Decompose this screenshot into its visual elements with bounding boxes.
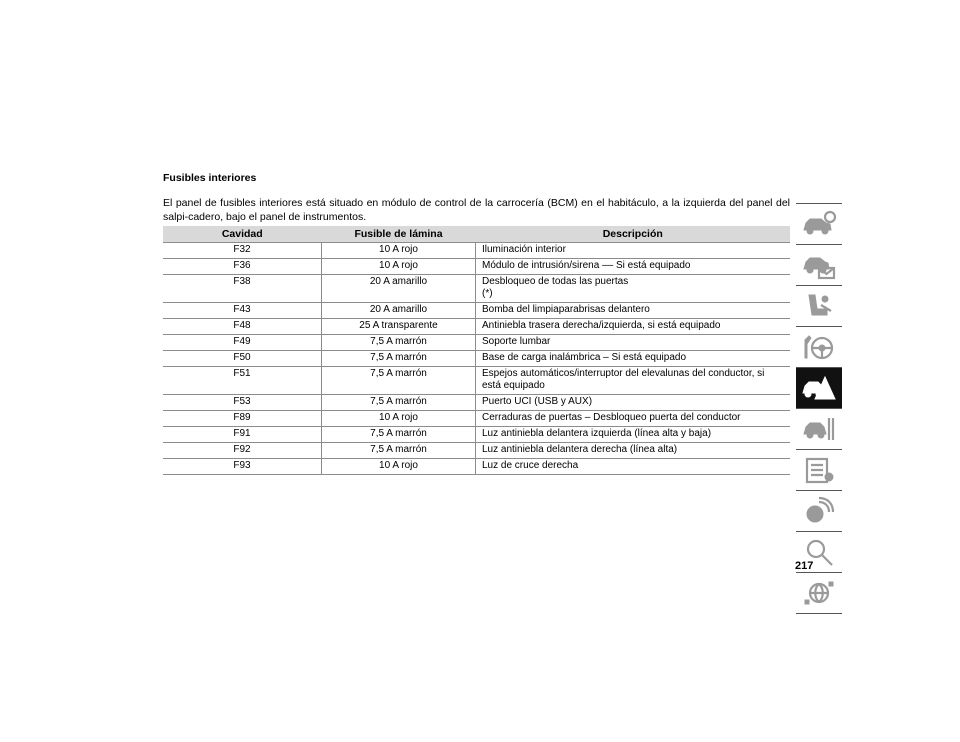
blade-fuse-cell: 7,5 A marrón [322, 443, 476, 459]
tab-specifications[interactable] [796, 450, 842, 491]
description-cell: Desbloqueo de todas las puertas (*) [476, 275, 791, 303]
description-cell: Luz antiniebla delantera derecha (línea alta) [476, 443, 791, 459]
description-cell: Módulo de intrusión/sirena –– Si está equipado [476, 259, 791, 275]
cavity-cell: F38 [163, 275, 322, 303]
blade-fuse-cell: 10 A rojo [322, 243, 476, 259]
cavity-cell: F93 [163, 459, 322, 475]
table-row [163, 395, 790, 411]
header-description: Descripción [476, 226, 791, 243]
cavity-cell: F51 [163, 367, 322, 395]
table-row [163, 427, 790, 443]
header-cavity: Cavidad [163, 226, 322, 243]
cavity-cell: F92 [163, 443, 322, 459]
tab-car-info[interactable] [796, 203, 842, 245]
cavity-cell: F91 [163, 427, 322, 443]
car-info-icon [801, 209, 837, 239]
cavity-cell: F43 [163, 303, 322, 319]
description-cell: Soporte lumbar [476, 335, 791, 351]
tab-seat-airbag[interactable] [796, 286, 842, 327]
multimedia-icon [801, 496, 837, 526]
tab-multimedia[interactable] [796, 491, 842, 532]
table-row [163, 335, 790, 351]
fuse-table-body [163, 243, 790, 475]
description-cell: Bomba del limpiaparabrisas delantero [476, 303, 791, 319]
intro-paragraph: El panel de fusibles interiores está situado en módulo de control de la carrocería (BCM) en el habitáculo, a la izquierda del panel del salpi-cadero, bajo el panel de instrumentos. [163, 197, 790, 223]
table-row [163, 243, 790, 259]
blade-fuse-cell: 10 A rojo [322, 459, 476, 475]
cavity-cell: F50 [163, 351, 322, 367]
cavity-cell: F36 [163, 259, 322, 275]
cavity-cell: F89 [163, 411, 322, 427]
table-row [163, 367, 790, 395]
cavity-cell: F49 [163, 335, 322, 351]
blade-fuse-cell: 10 A rojo [322, 411, 476, 427]
tab-steering-wheel[interactable] [796, 327, 842, 368]
table-row [163, 275, 790, 303]
table-row [163, 459, 790, 475]
blade-fuse-cell: 7,5 A marrón [322, 395, 476, 411]
table-row [163, 319, 790, 335]
header-blade-fuse: Fusible de lámina [322, 226, 476, 243]
blade-fuse-cell: 25 A transparente [322, 319, 476, 335]
fuse-table [163, 226, 790, 475]
car-warning-icon [801, 373, 837, 403]
chapter-tabs [796, 203, 842, 614]
blade-fuse-cell: 7,5 A marrón [322, 367, 476, 395]
cavity-cell: F32 [163, 243, 322, 259]
tab-language-index[interactable] [796, 573, 842, 614]
car-message-icon [801, 250, 837, 280]
description-cell: Iluminación interior [476, 243, 791, 259]
description-cell: Espejos automáticos/interruptor del elevalunas del conductor, si está equipado [476, 367, 791, 395]
car-service-icon [801, 414, 837, 444]
blade-fuse-cell: 7,5 A marrón [322, 427, 476, 443]
section-title: Fusibles interiores [163, 172, 257, 184]
table-header-row [163, 226, 790, 243]
table-row [163, 351, 790, 367]
blade-fuse-cell: 10 A rojo [322, 259, 476, 275]
blade-fuse-cell: 20 A amarillo [322, 303, 476, 319]
steering-wheel-icon [801, 332, 837, 362]
blade-fuse-cell: 7,5 A marrón [322, 351, 476, 367]
page-number: 217 [795, 560, 814, 572]
cavity-cell: F48 [163, 319, 322, 335]
description-cell: Puerto UCI (USB y AUX) [476, 395, 791, 411]
description-cell: Antiniebla trasera derecha/izquierda, si está equipado [476, 319, 791, 335]
tab-car-message[interactable] [796, 245, 842, 286]
specifications-list-icon [801, 455, 837, 485]
table-row [163, 411, 790, 427]
seat-airbag-icon [801, 291, 837, 321]
description-cell: Luz antiniebla delantera izquierda (línea alta y baja) [476, 427, 791, 443]
table-row [163, 259, 790, 275]
description-cell: Base de carga inalámbrica – Si está equipado [476, 351, 791, 367]
language-index-icon [801, 578, 837, 608]
blade-fuse-cell: 7,5 A marrón [322, 335, 476, 351]
table-row [163, 303, 790, 319]
description-cell: Luz de cruce derecha [476, 459, 791, 475]
tab-car-service[interactable] [796, 409, 842, 450]
description-cell: Cerraduras de puertas – Desbloqueo puerta del conductor [476, 411, 791, 427]
tab-car-warning[interactable] [796, 368, 842, 409]
table-row [163, 443, 790, 459]
cavity-cell: F53 [163, 395, 322, 411]
blade-fuse-cell: 20 A amarillo [322, 275, 476, 303]
